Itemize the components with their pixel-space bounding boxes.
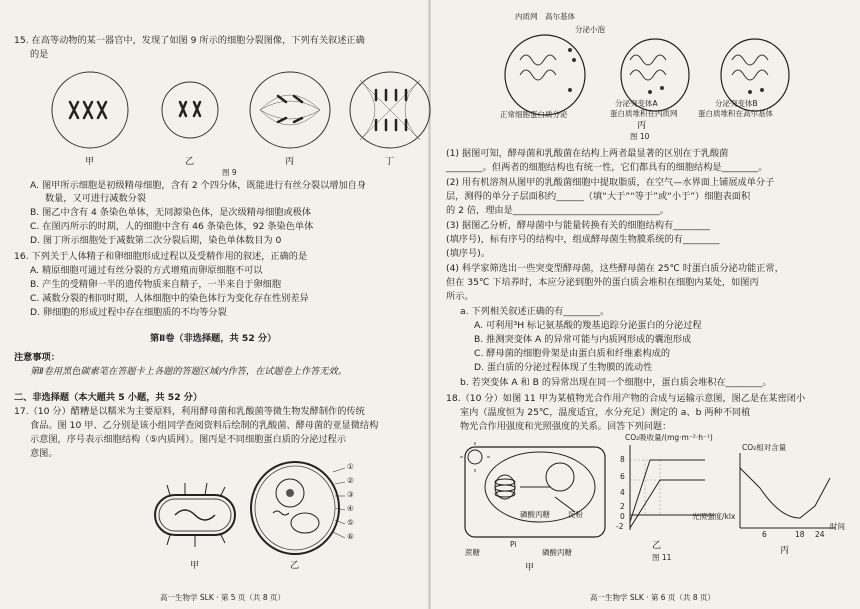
q17-line-4: 意图。: [30, 448, 58, 459]
q15-option-a: A. 图甲所示细胞是初级精母细胞，含有 2 个四分体，既能进行有丝分裂以增加自身: [30, 180, 367, 191]
q17-sub3-b: (填序号)，标有序号的结构中，组成酵母菌生物膜系统的有________: [446, 234, 720, 245]
fig10-caption: 图 10: [630, 132, 650, 141]
q15-stem-1: 15. 在高等动物的某一器官中，发现了如图 9 所示的细胞分裂图像，下列有关叙述正确: [14, 35, 365, 46]
fig11c-tick-24: 24: [815, 530, 825, 539]
figure-11-b-graph: [610, 440, 720, 550]
q17-line-3: 示意图，序号表示细胞结构（⑤内质网）。图丙是不同细胞蛋白质的分泌过程示: [30, 434, 347, 445]
section2-title: 二、非选择题（本大题共 5 小题，共 52 分）: [14, 392, 203, 403]
q17-sub4-b: 但在 35℃ 下培养时，本应分泌到胞外的蛋白质会堆积在细胞内某处，如图丙: [446, 277, 759, 288]
q16-option-b: B. 产生的受精卵一半的遗传物质来自精子，一半来自于卵细胞: [30, 279, 282, 290]
num-4: ④: [347, 504, 354, 513]
fig10-caption-2b: 蛋白质堆积在内质网: [610, 109, 678, 118]
q15-option-c: C. 在图丙所示的时期，人的细胞中含有 46 条染色体，92 条染色单体: [30, 221, 314, 232]
fig9-label-a: 甲: [85, 156, 95, 167]
q17-line-1: 17.（10 分）醋糟是以糯米为主要原料，利用酵母菌和乳酸菌等微生物发酵制作的传统: [14, 406, 365, 417]
fig10-label-a: 甲: [190, 560, 200, 571]
fig10-tag-golgi: 高尔基体: [545, 12, 575, 21]
q17-sub4-opt-d: D. 蛋白质的分泌过程体现了生物膜的流动性: [474, 362, 653, 373]
q16-option-c: C. 减数分裂的相同时期，人体细胞中的染色体行为变化存在性别差异: [30, 293, 309, 304]
q18-line-3: 物光合作用强度和光照强度的关系。回答下列问题：: [460, 421, 672, 432]
q17-sub1-a: (1) 据图可知，酵母菌和乳酸菌在结构上两者最显著的区别在于乳酸菌: [446, 148, 729, 159]
num-6: ⑥: [347, 532, 354, 541]
q15-option-b: B. 图乙中含有 4 条染色单体，无同源染色体，是次级精母细胞或极体: [30, 207, 312, 218]
q16-option-d: D. 卵细胞的形成过程中存在细胞质的不均等分裂: [30, 307, 227, 318]
tick-2: 2: [620, 502, 625, 511]
figure-9-cells: [40, 70, 460, 180]
fig11-label-b: 乙: [652, 540, 662, 551]
fig11-text-sucrose: 蔗糖: [465, 548, 480, 557]
tick-neg2: -2: [616, 522, 624, 531]
fig11-text-triose-2: 磷酸丙糖: [542, 548, 572, 557]
fig10-caption-2a: 分泌突变体A: [615, 99, 658, 108]
q17-sub1-b: ________。但两者的细胞结构也有统一性，它们都具有的细胞结构是________。: [446, 162, 768, 173]
lactobacillus-diagram: [145, 480, 245, 550]
fig11-yaxis: CO₂吸收量/(mg·m⁻²·h⁻¹): [625, 433, 713, 442]
q18-line-1: 18.（10 分）如图 11 甲为某植物光合作用产物的合成与运输示意图，图乙是在某密闭小: [446, 393, 806, 404]
fig10-label: 丙: [637, 120, 647, 131]
notice-text: 第Ⅱ卷用黑色碳素笔在答题卡上各题的答题区域内作答，在试题卷上作答无效。: [30, 366, 347, 377]
fig11-text-pi: Pi: [510, 540, 517, 549]
fig11-label-a: 甲: [525, 562, 535, 573]
figure-11-a-chloroplast: [460, 442, 610, 542]
fig11-text-triose: 磷酸丙糖: [520, 510, 550, 519]
part2-title: 第Ⅱ卷（非选择题，共 52 分）: [150, 333, 277, 344]
fig11-label-c: 丙: [780, 545, 790, 556]
num-3: ③: [347, 490, 354, 499]
q17-sub4-c: 所示。: [446, 291, 474, 302]
q17-sub2-c: 的 2 倍，理由是________________________________。: [446, 205, 669, 216]
fig11-caption: 图 11: [652, 553, 672, 562]
q17-sub2-b: 层，测得的单分子层面积约______（填“大于”“等于”或“小于”）细胞表面积: [446, 191, 751, 202]
fig9-label-d: 丁: [385, 156, 395, 167]
fig11c-tick-18: 18: [795, 530, 805, 539]
q18-line-2: 室内（温度恒为 25℃，温度适宜，水分充足）测定的 a、b 两种不同植: [460, 407, 751, 418]
fig9-label-c: 丙: [285, 156, 295, 167]
q17-sub4-b-stem: b. 若突变体 A 和 B 的异常出现在同一个细胞中，蛋白质会堆积在________。: [460, 377, 772, 388]
tick-0: 0: [620, 512, 625, 521]
q17-sub4-opt-c: C. 酵母菌的细胞骨架是由蛋白质和纤维素构成的: [474, 348, 671, 359]
right-page: [430, 0, 860, 609]
fig11c-tick-6: 6: [762, 530, 767, 539]
q17-line-2: 食品。图 10 甲、乙分别是该小组同学查阅资料后绘制的乳酸菌、酵母菌的亚显微结构: [30, 420, 379, 431]
q16-option-a: A. 精原细胞可通过有丝分裂的方式增殖而卵原细胞不可以: [30, 265, 263, 276]
q17-sub3-c: (填序号)。: [446, 248, 490, 259]
tick-8: 8: [620, 455, 625, 464]
tick-4: 4: [620, 488, 625, 497]
q17-sub4-opt-b: B. 推测突变体 A 的异常可能与内质网形成的囊泡形成: [474, 334, 692, 345]
q15-stem-2: 的是: [30, 49, 49, 60]
q17-sub4-opt-a: A. 可利用³H 标记氨基酸的羧基追踪分泌蛋白的分泌过程: [474, 320, 702, 331]
num-1: ①: [347, 462, 354, 471]
q17-sub2-a: (2) 用有机溶剂从图甲的乳酸菌细胞中提取脂质，在空气—水界面上铺展成单分子: [446, 177, 775, 188]
fig11c-yaxis: CO₂相对含量: [742, 443, 787, 452]
notice-title: 注意事项：: [14, 352, 60, 363]
fig10-caption-3a: 分泌突变体B: [715, 99, 758, 108]
fig9-caption: 图 9: [222, 168, 237, 177]
fig10-label-b: 乙: [290, 560, 300, 571]
num-2: ②: [347, 476, 354, 485]
q15-option-a-cont: 数量，又可进行减数分裂: [45, 193, 147, 204]
fig10-caption-1: 正常细胞蛋白质分泌: [500, 110, 568, 119]
footer-right: 高一生物学 SLK · 第 6 页（共 8 页）: [590, 593, 715, 602]
num-5: ⑤: [347, 518, 354, 527]
fig10-tag-vesicle: 分泌小泡: [575, 25, 605, 34]
q16-stem: 16. 下列关于人体精子和卵细胞形成过程以及受精作用的叙述，正确的是: [14, 251, 308, 262]
q15-option-d: D. 图丁所示细胞处于减数第二次分裂后期，染色单体数目为 0: [30, 235, 282, 246]
q17-sub4-a-stem: a. 下列相关叙述正确的有________。: [460, 306, 610, 317]
fig11c-xaxis: 时间: [830, 522, 845, 531]
q17-sub3-a: (3) 据图乙分析，酵母菌中与能量转换有关的细胞结构有________: [446, 220, 710, 231]
fig10-caption-3b: 蛋白质堆积在高尔基体: [698, 109, 773, 118]
fig11-text-starch: 淀粉: [568, 510, 583, 519]
footer-left: 高一生物学 SLK · 第 5 页（共 8 页）: [160, 593, 285, 602]
fig11-xaxis: 光照强度/klx: [692, 512, 736, 521]
fig10-tag-er: 内质网: [515, 12, 538, 21]
tick-6: 6: [620, 472, 625, 481]
fig9-label-b: 乙: [185, 156, 195, 167]
q17-sub4-a: (4) 科学家筛选出一些突变型酵母菌，这些酵母菌在 25℃ 时蛋白质分泌功能正常，: [446, 263, 784, 274]
